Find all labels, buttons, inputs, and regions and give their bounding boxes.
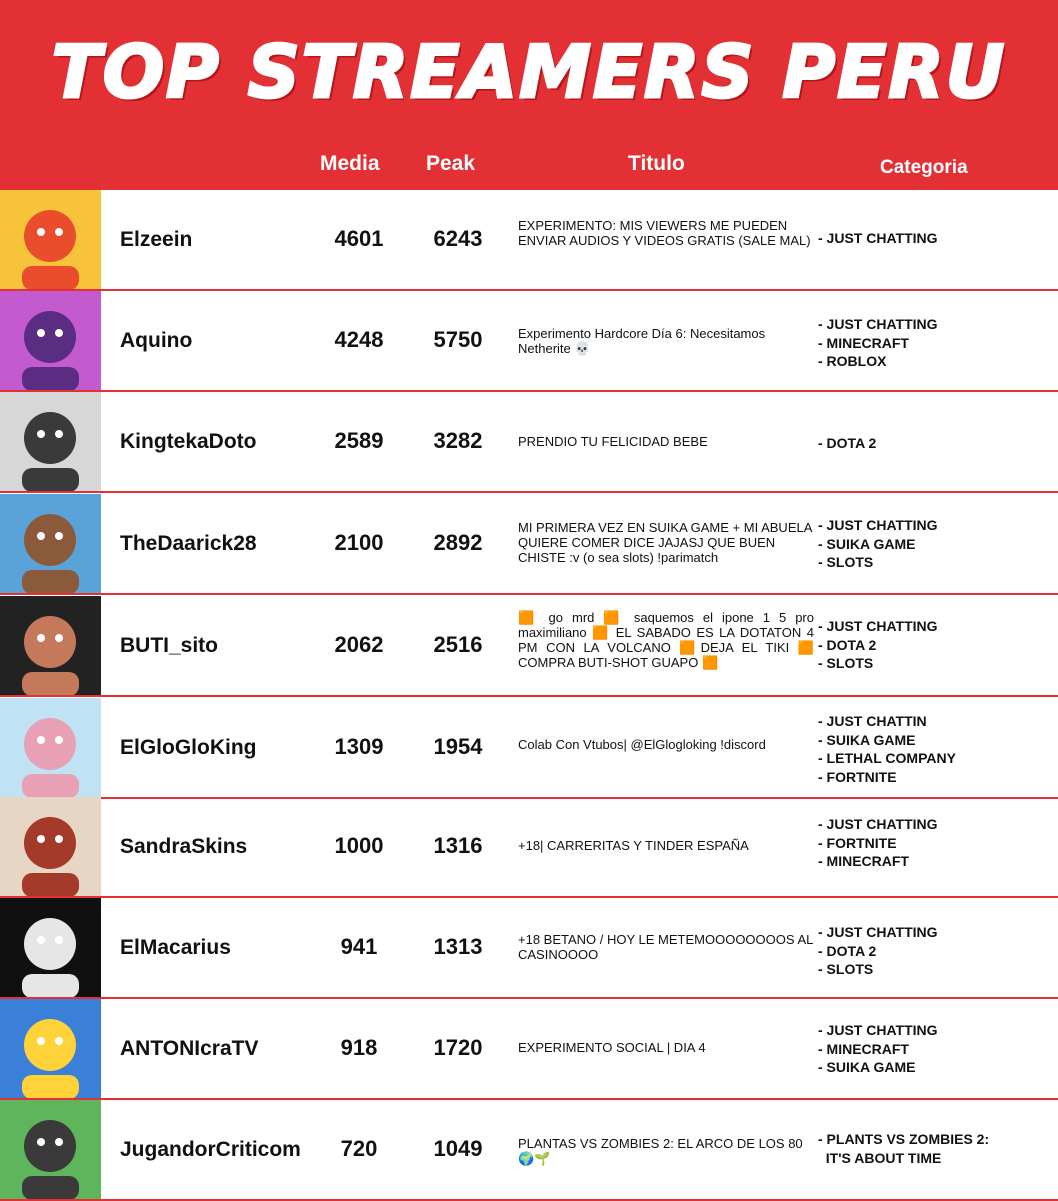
media-value: 4601 bbox=[334, 226, 384, 251]
stream-title: EXPERIMENTO: MIS VIEWERS ME PUEDEN ENVIAR AUDIOS Y VIDEOS GRATIS (SALE MAL) bbox=[518, 218, 811, 248]
category-item: - LETHAL COMPANY bbox=[818, 750, 956, 766]
category-item: - JUST CHATTIN bbox=[818, 713, 927, 729]
category-item: - ROBLOX bbox=[818, 353, 887, 369]
peak-value: 2516 bbox=[433, 632, 483, 657]
streamer-name: Aquino bbox=[120, 329, 193, 352]
media-value: 1309 bbox=[334, 734, 384, 759]
column-header-categoria: Categoria bbox=[880, 157, 968, 178]
peak-value: 1049 bbox=[433, 1136, 483, 1161]
category-item: - JUST CHATTING bbox=[818, 1022, 938, 1038]
cartoon-glasses-avatar bbox=[0, 1100, 101, 1200]
media-value: 2062 bbox=[334, 632, 384, 657]
media-value: 2589 bbox=[334, 428, 384, 453]
peak-value: 2892 bbox=[433, 530, 483, 555]
streamer-name: TheDaarick28 bbox=[120, 532, 257, 555]
column-header-media: Media bbox=[320, 152, 380, 175]
category-list bbox=[818, 516, 938, 572]
category-item: - DOTA 2 bbox=[818, 636, 877, 653]
stream-title: Experimento Hardcore Día 6: Necesitamos Netherite 💀 bbox=[518, 326, 766, 356]
category-list bbox=[818, 434, 876, 453]
media-value: 941 bbox=[340, 934, 378, 959]
media-value: 720 bbox=[340, 1136, 378, 1161]
peak-value: 6243 bbox=[433, 226, 483, 251]
category-item: - PLANTS VS ZOMBIES 2: bbox=[818, 1131, 990, 1147]
row-divider bbox=[0, 695, 1058, 697]
category-item: - JUST CHATTING bbox=[818, 924, 938, 940]
category-list bbox=[818, 712, 956, 786]
category-item: - MINECRAFT bbox=[818, 334, 909, 351]
stream-title: +18| CARRERITAS Y TINDER ESPAÑA bbox=[518, 838, 749, 853]
anime-characters-avatar bbox=[0, 698, 101, 798]
category-item: - SLOTS bbox=[818, 554, 874, 570]
afro-sunglasses-avatar bbox=[0, 898, 101, 998]
peak-value: 1720 bbox=[433, 1035, 483, 1060]
category-item: - SUIKA GAME bbox=[818, 731, 916, 748]
column-header-peak: Peak bbox=[426, 152, 476, 175]
stream-title: PRENDIO TU FELICIDAD BEBE bbox=[518, 434, 708, 449]
stream-title: MI PRIMERA VEZ EN SUIKA GAME + MI ABUELA QUIERE COMER DICE JAJASJ QUE BUEN CHISTE :v (o sea slots) !parimatch bbox=[518, 520, 812, 565]
stream-title: 🟧 go mrd 🟧 saquemos el ipone 1 5 pro maximiliano 🟧 EL SABADO ES LA DOTATON 4 PM CON LA VOLCANO 🟧DEJA EL TIKI 🟧COMPRA BUTI-SHOT GUAPO 🟧 bbox=[518, 610, 814, 670]
peak-value: 1316 bbox=[433, 833, 483, 858]
category-item: - DOTA 2 bbox=[818, 942, 877, 959]
row-divider bbox=[0, 491, 1058, 493]
streamer-name: BUTI_sito bbox=[120, 634, 219, 657]
category-list bbox=[818, 923, 938, 979]
peak-value: 3282 bbox=[433, 428, 483, 453]
stream-title: EXPERIMENTO SOCIAL | DIA 4 bbox=[518, 1040, 706, 1055]
category-list bbox=[818, 815, 938, 871]
category-item: - MINECRAFT bbox=[818, 1040, 909, 1057]
peak-value: 1313 bbox=[433, 934, 483, 959]
category-item: - SLOTS bbox=[818, 655, 874, 671]
category-item: - JUST CHATTING bbox=[818, 316, 938, 332]
category-item: - DOTA 2 bbox=[818, 435, 877, 451]
person-photo-avatar bbox=[0, 392, 101, 492]
cartoon-face-avatar bbox=[0, 596, 101, 696]
category-list bbox=[818, 1130, 989, 1167]
media-value: 1000 bbox=[334, 833, 384, 858]
column-header-titulo: Titulo bbox=[628, 152, 685, 175]
streamer-name: ElMacarius bbox=[120, 936, 231, 959]
woman-portrait-avatar bbox=[0, 797, 101, 897]
media-value: 918 bbox=[340, 1035, 378, 1060]
cat-drawing-avatar bbox=[0, 190, 101, 290]
media-value: 2100 bbox=[334, 530, 384, 555]
streamer-name: SandraSkins bbox=[120, 835, 248, 858]
streamer-name: ElGloGloKing bbox=[120, 736, 257, 759]
category-item: - MINECRAFT bbox=[818, 853, 909, 869]
category-item: IT'S ABOUT TIME bbox=[818, 1149, 942, 1166]
category-item: - SUIKA GAME bbox=[818, 535, 916, 552]
stream-title: Colab Con Vtubos| @ElGlogloking !discord bbox=[518, 737, 766, 752]
category-list bbox=[818, 315, 938, 371]
category-list bbox=[818, 229, 938, 248]
category-list bbox=[818, 617, 938, 673]
category-item: - JUST CHATTING bbox=[818, 618, 938, 634]
peak-value: 1954 bbox=[433, 734, 483, 759]
media-value: 4248 bbox=[334, 327, 384, 352]
category-item: - JUST CHATTING bbox=[818, 816, 938, 832]
category-item: - JUST CHATTING bbox=[818, 230, 938, 246]
category-item: - FORTNITE bbox=[818, 834, 897, 851]
pixel-character-avatar bbox=[0, 291, 101, 391]
category-item: - SUIKA GAME bbox=[818, 1059, 916, 1075]
category-item: - SLOTS bbox=[818, 961, 874, 977]
stream-title: PLANTAS VS ZOMBIES 2: EL ARCO DE LOS 80 🌍🌱 bbox=[518, 1136, 803, 1166]
streamer-name: Elzeein bbox=[120, 228, 193, 251]
category-item: - FORTNITE bbox=[818, 768, 897, 785]
category-item: - JUST CHATTING bbox=[818, 517, 938, 533]
streamer-name: KingtekaDoto bbox=[120, 430, 257, 453]
streamer-name: JugandorCriticom bbox=[120, 1138, 301, 1161]
peak-value: 5750 bbox=[433, 327, 483, 352]
category-list bbox=[818, 1021, 938, 1077]
stream-title: +18 BETANO / HOY LE METEMOOOOOOOOS AL CASINOOOO bbox=[518, 932, 813, 962]
row-divider bbox=[0, 593, 1058, 595]
row-divider bbox=[0, 188, 1058, 190]
minecraft-face-avatar bbox=[0, 494, 101, 594]
page-title: TOP STREAMERS PERU bbox=[51, 30, 1007, 114]
streamer-name: ANTONIcraTV bbox=[120, 1037, 259, 1060]
cartoon-boy-avatar bbox=[0, 999, 101, 1099]
